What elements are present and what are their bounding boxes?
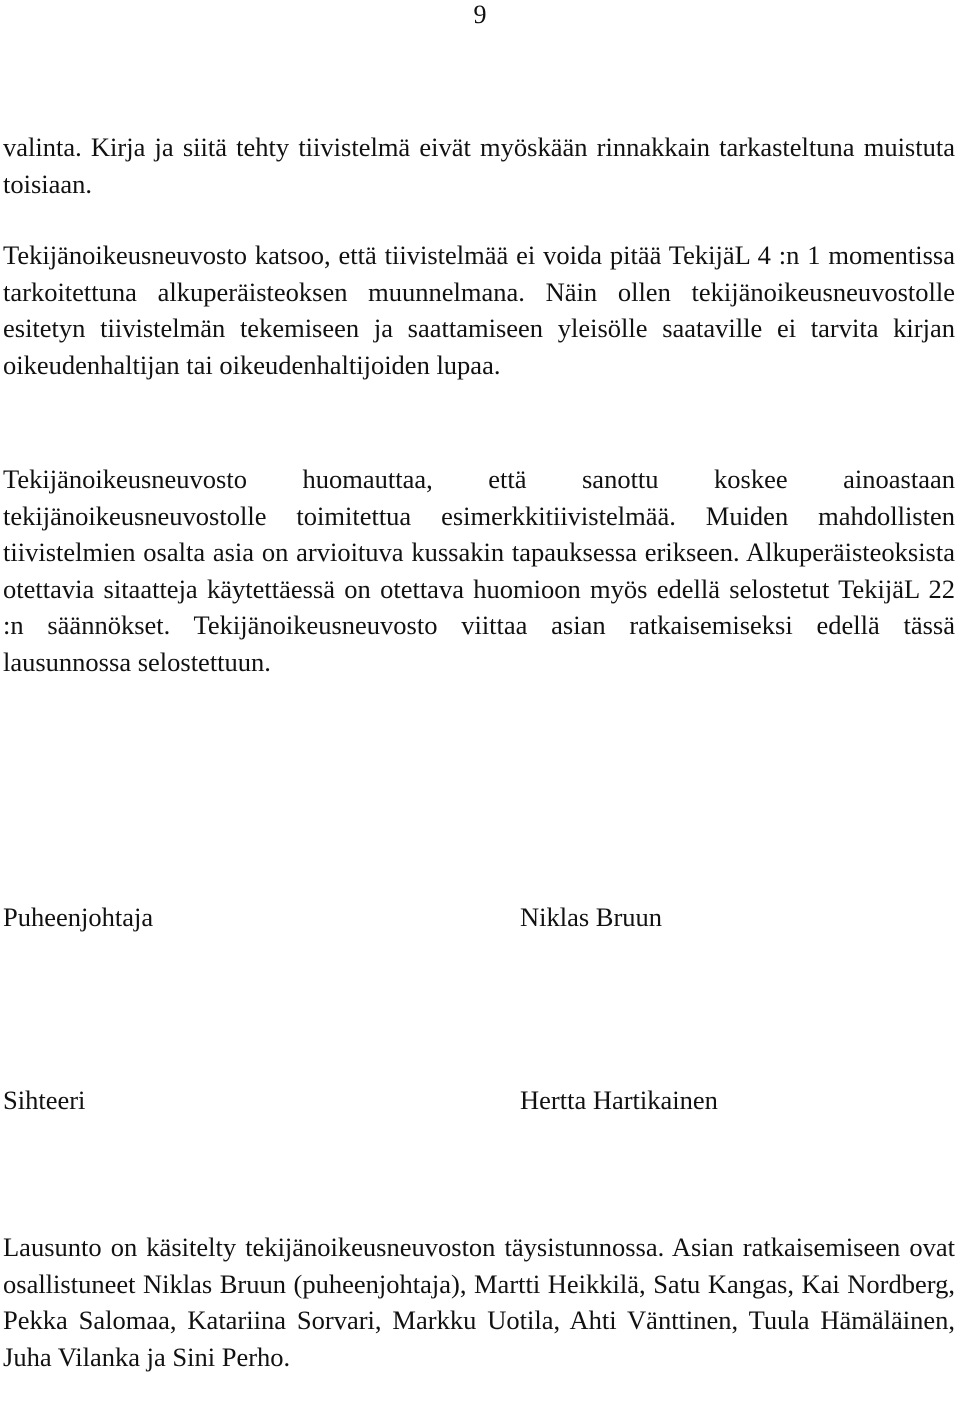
chair-name: Niklas Bruun bbox=[520, 902, 663, 932]
secretary-role: Sihteeri bbox=[3, 1085, 86, 1115]
paragraph-remark: Tekijänoikeusneuvosto huomauttaa, että sanottu koskee ainoastaan tekijänoikeusneuvostolle toimitettua esimerkkitiivistelmää. Muiden mahdollisten tiivistelmien osalta asia on arvioituva kussakin tapauksessa erikseen. Alkuperäisteoksista otettavia sitaatteja käytettäessä on otettava huomioon myös edellä selostetut TekijäL 22 :n säännökset. Tekijänoikeusneuvosto viittaa asian ratkaisemiseksi edellä tässä lausunnossa selostettuun. bbox=[3, 464, 955, 677]
page-number: 9 bbox=[473, 0, 487, 29]
paragraph-closing: Lausunto on käsitelty tekijänoikeusneuvoston täysistunnossa. Asian ratkaisemiseen ovat osallistuneet Niklas Bruun (puheenjohtaja), Martti Heikkilä, Satu Kangas, Kai Nordberg, Pekka Salomaa, Katariina Sorvari, Markku Uotila, Ahti Vänttinen, Tuula Hämäläinen, Juha Vilanka ja Sini Perho. bbox=[3, 1232, 955, 1372]
paragraph-assessment: Tekijänoikeusneuvosto katsoo, että tiivistelmää ei voida pitää TekijäL 4 :n 1 momentissa tarkoitettuna alkuperäisteoksen muunnelmana. Näin ollen tekijänoikeusneuvostolle esitetyn tiivistelmän tekemiseen ja saattamiseen yleisölle saataville ei tarvita kirjan oikeudenhaltijan tai oikeudenhaltijoiden lupaa. bbox=[3, 240, 955, 380]
secretary-name: Hertta Hartikainen bbox=[520, 1085, 718, 1115]
chair-role: Puheenjohtaja bbox=[3, 902, 154, 932]
paragraph-intro: valinta. Kirja ja siitä tehty tiivistelmä eivät myöskään rinnakkain tarkasteltuna muistuta toisiaan. bbox=[3, 132, 955, 199]
